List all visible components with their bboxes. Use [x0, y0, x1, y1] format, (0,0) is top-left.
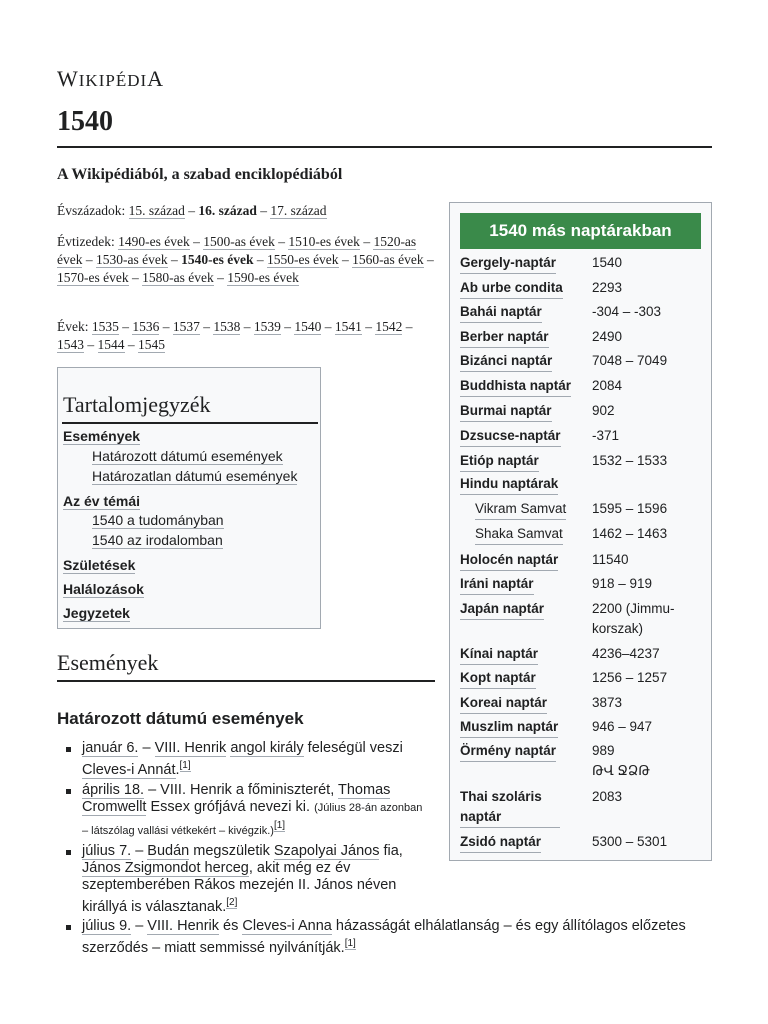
calendar-value: 902 — [592, 403, 615, 418]
toc-divider — [62, 422, 318, 424]
toc-title: Tartalomjegyzék — [63, 392, 211, 417]
toc-item-hatarozott[interactable] — [92, 448, 283, 464]
event-link[interactable]: Cleves-i Annát — [82, 761, 176, 778]
separator: – — [127, 337, 135, 352]
event-text: – — [138, 740, 155, 756]
calendar-value: 1540 — [592, 255, 623, 270]
calendar-value: 7048 – 7049 — [592, 353, 668, 368]
calendar-link[interactable]: Dzsucse-naptár — [460, 426, 561, 447]
date-link[interactable]: július 7. — [82, 842, 132, 859]
separator: – — [284, 319, 291, 334]
wikipedia-logo[interactable] — [57, 66, 164, 92]
separator: – — [87, 337, 95, 352]
years-label: Évek: — [57, 319, 89, 334]
event-text: – — [131, 918, 148, 935]
toc-link[interactable]: 1540 az irodalomban — [92, 532, 223, 548]
calendar-link[interactable]: Burmai naptár — [460, 401, 552, 422]
decade-link[interactable]: 1580-as évek — [142, 270, 214, 285]
calendar-link[interactable]: Ab urbe condita — [460, 278, 563, 299]
year-navigation — [57, 318, 435, 354]
decade-link[interactable]: 1550-es évek — [266, 252, 339, 267]
calendar-link[interactable]: Kopt naptár — [460, 668, 536, 689]
calendar-link[interactable]: Koreai naptár — [460, 693, 547, 714]
section-divider — [57, 680, 435, 682]
reference-link[interactable]: [1] — [344, 938, 356, 950]
century-link[interactable]: 17. század — [270, 203, 327, 218]
year-link[interactable]: 1542 — [375, 319, 403, 334]
event-text: házasságát elhálatlanság – és egy állítólagos előzetes szerződés – miatt semmissé nyilvánítják. — [82, 918, 686, 957]
date-link[interactable]: július 9. — [82, 918, 132, 935]
toc-item-irodalom[interactable] — [92, 532, 223, 548]
decade-link[interactable]: 1520-as évek — [57, 234, 417, 267]
date-link[interactable]: április 18. — [82, 781, 145, 798]
event-link[interactable]: Budán — [147, 842, 190, 859]
calendar-value: 989 — [592, 743, 615, 758]
toc-item-halalozasok[interactable] — [63, 581, 144, 597]
calendar-value: 1462 – 1463 — [592, 526, 668, 541]
table-of-contents — [57, 367, 321, 629]
reference-link[interactable]: [1] — [273, 819, 286, 831]
separator: – — [427, 252, 434, 267]
separator: – — [162, 319, 170, 334]
event-link[interactable]: VIII. Henrik — [147, 918, 220, 935]
event-text: megszületik — [189, 842, 274, 859]
calendar-value: 1256 – 1257 — [592, 670, 668, 685]
toc-item-szuletesek[interactable] — [63, 557, 135, 573]
subsection-heading-hatarozott: Határozott dátumú események — [57, 709, 304, 728]
calendar-value: 3873 — [592, 695, 623, 710]
toc-item-esemenyek[interactable] — [63, 428, 140, 444]
calendar-link[interactable]: Hindu naptárak — [460, 474, 558, 495]
year-link[interactable]: 1540 — [294, 319, 322, 334]
calendar-link[interactable]: Örmény naptár — [460, 741, 556, 762]
calendar-link[interactable]: Vikram Samvat — [475, 499, 566, 520]
event-text: és — [219, 918, 243, 935]
event-text: . — [175, 761, 180, 778]
century-navigation — [57, 202, 435, 220]
calendar-link[interactable]: Iráni naptár — [460, 574, 534, 595]
separator: – — [203, 319, 210, 334]
logo-letters: IKIPÉDI — [78, 71, 148, 90]
calendar-value: 2083 — [592, 789, 623, 804]
toc-link[interactable]: Jegyzetek — [63, 605, 130, 621]
separator: – — [122, 319, 129, 334]
event-link[interactable]: Cleves-i Anna — [242, 918, 332, 935]
century-link[interactable]: 15. század — [128, 203, 185, 218]
list-item — [62, 843, 427, 916]
toc-item-hatarozatlan[interactable] — [92, 468, 297, 484]
calendar-value: 5300 – 5301 — [592, 834, 668, 849]
event-link[interactable]: Thomas Cromwellt — [82, 781, 391, 815]
year-link[interactable]: 1544 — [97, 337, 125, 352]
separator: – — [363, 234, 371, 249]
list-item — [62, 740, 427, 779]
calendar-value: 2200 (Jimmu-korszak) — [592, 601, 675, 636]
centuries-label: Évszázadok: — [57, 203, 126, 218]
reference-link[interactable]: [1] — [179, 760, 191, 771]
calendar-link[interactable]: Buddhista naptár — [460, 376, 571, 397]
separator: – — [278, 234, 285, 249]
event-text: feleségül veszi — [303, 740, 403, 756]
separator: – — [170, 252, 178, 267]
toc-link[interactable]: Események — [63, 428, 141, 444]
decade-link[interactable]: 1490-es évek — [118, 234, 190, 249]
year-link[interactable]: 1536 — [132, 319, 160, 334]
calendar-link[interactable]: Thai szoláris naptár — [460, 787, 560, 828]
page-title: 1540 — [57, 106, 113, 137]
calendar-link[interactable]: Bahái naptár — [460, 302, 542, 323]
decades-label: Évtizedek: — [57, 234, 115, 249]
current-decade: 1540-es évek — [181, 252, 254, 267]
toc-item-tudomany[interactable] — [92, 512, 224, 528]
toc-link[interactable]: Halálozások — [63, 581, 144, 597]
separator: – — [85, 252, 93, 267]
calendar-link[interactable]: Gergely-naptár — [460, 253, 556, 274]
separator: – — [260, 203, 267, 218]
tagline: A Wikipédiából, a szabad enciklopédiából — [57, 166, 343, 183]
calendar-value: 1532 – 1533 — [592, 453, 668, 468]
separator: – — [365, 319, 372, 334]
toc-link[interactable]: Az év témái — [63, 493, 141, 509]
calendar-value: -304 – -303 — [592, 304, 662, 319]
event-link[interactable]: János Zsigmondot herceg — [82, 859, 249, 876]
calendar-value: 946 – 947 — [592, 719, 653, 734]
calendar-link[interactable]: Etióp naptár — [460, 451, 539, 472]
calendar-value: 1595 – 1596 — [592, 501, 668, 516]
calendar-value: 4236–4237 — [592, 646, 660, 661]
calendar-link[interactable]: Berber naptár — [460, 327, 549, 348]
event-link[interactable]: Szapolyai János — [273, 842, 380, 859]
separator: – — [243, 319, 251, 334]
year-link[interactable]: 1539 — [253, 319, 281, 334]
calendar-link[interactable]: Japán naptár — [460, 599, 544, 620]
separator: – — [217, 270, 224, 285]
event-link[interactable]: VIII. Henrik — [154, 740, 227, 756]
separator: – — [256, 252, 264, 267]
calendar-link[interactable]: Holocén naptár — [460, 550, 558, 571]
calendar-value-armenian-script: ԹՎ ՋՁԹ — [592, 763, 650, 778]
event-text: fia, — [379, 842, 403, 859]
separator: – — [405, 319, 413, 334]
toc-item-jegyzetek[interactable] — [63, 605, 130, 621]
calendar-link[interactable]: Zsidó naptár — [460, 832, 541, 853]
calendar-value: 2490 — [592, 329, 623, 344]
event-link[interactable]: angol király — [230, 740, 304, 756]
calendar-value: 11540 — [592, 552, 629, 567]
reference-link[interactable]: [2] — [226, 896, 238, 908]
section-heading-esemenyek: Események — [57, 650, 159, 675]
event-note: (Július 28-án azonban – látszólag vallási vétkekért – kivégzik.) — [82, 801, 423, 837]
calendar-value: 2084 — [592, 378, 623, 393]
calendar-value: 918 – 919 — [592, 576, 653, 591]
decade-link[interactable]: 1530-as évek — [95, 252, 168, 267]
event-text: – VIII. Henrik a főminiszterét, — [144, 781, 339, 798]
event-text: , akit még ez év szeptemberében Rákos mezején II. János néven királlyá is választanak. — [82, 859, 397, 915]
event-text: Essex grófjává nevezi ki. — [146, 798, 315, 815]
year-link[interactable]: 1538 — [213, 319, 241, 334]
infobox-title: 1540 más naptárakban — [460, 213, 701, 249]
decade-link[interactable]: 1570-es évek — [57, 270, 129, 285]
event-text: – — [131, 842, 148, 859]
logo-letter-w: W — [57, 66, 79, 91]
calendar-link[interactable]: Bizánci naptár — [460, 351, 552, 372]
toc-item-az-ev-temai[interactable] — [63, 493, 140, 509]
current-century: 16. század — [198, 203, 257, 218]
separator: – — [341, 252, 349, 267]
calendar-link[interactable]: Kínai naptár — [460, 644, 538, 665]
list-item — [62, 782, 427, 840]
calendar-infobox — [449, 202, 712, 861]
separator: – — [193, 234, 200, 249]
title-divider — [57, 146, 712, 148]
decade-navigation — [57, 233, 435, 287]
toc-link[interactable]: Határozatlan dátumú események — [92, 468, 298, 484]
year-link[interactable]: 1535 — [91, 319, 119, 334]
list-item — [62, 918, 702, 957]
separator: – — [324, 319, 332, 334]
calendar-value: 2293 — [592, 280, 623, 295]
toc-link[interactable]: Határozott dátumú események — [92, 448, 283, 464]
calendar-value: -371 — [592, 428, 620, 443]
separator: – — [131, 270, 139, 285]
toc-link[interactable]: 1540 a tudományban — [92, 512, 224, 528]
decade-link[interactable]: 1590-es évek — [227, 270, 299, 285]
logo-letter-a: A — [147, 66, 165, 91]
decade-link[interactable]: 1510-es évek — [288, 234, 360, 249]
calendar-link[interactable]: Muszlim naptár — [460, 717, 558, 738]
year-link[interactable]: 1545 — [138, 337, 165, 352]
toc-link[interactable]: Születések — [63, 557, 136, 573]
decade-link[interactable]: 1500-as évek — [203, 234, 275, 249]
year-link[interactable]: 1537 — [172, 319, 200, 334]
year-link[interactable]: 1541 — [334, 319, 362, 334]
date-link[interactable]: január 6. — [82, 740, 139, 756]
calendar-link[interactable]: Shaka Samvat — [475, 524, 563, 545]
year-link[interactable]: 1543 — [57, 337, 84, 352]
separator: – — [188, 203, 195, 218]
decade-link[interactable]: 1560-as évek — [352, 252, 424, 267]
